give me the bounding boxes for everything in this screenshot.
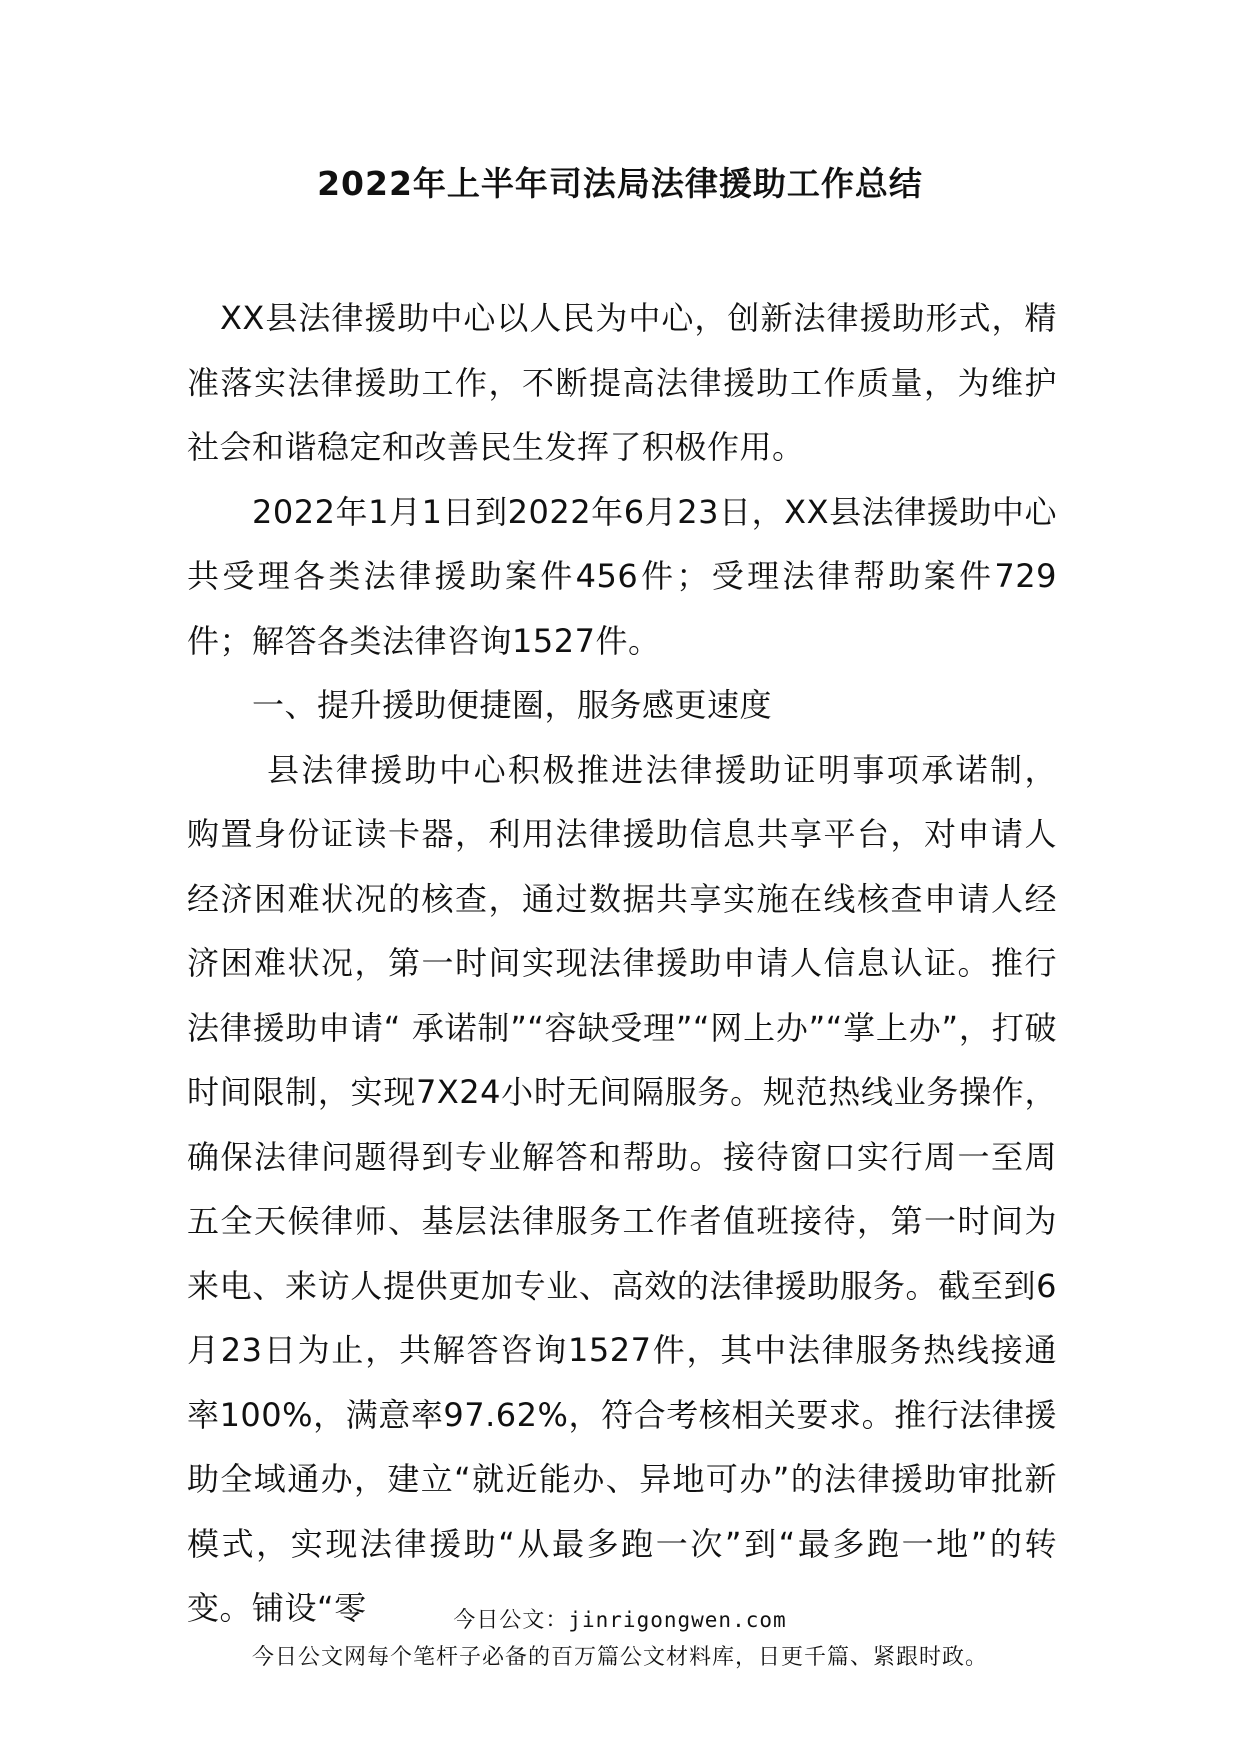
paragraph-intro: XX县法律援助中心以人民为中心，创新法律援助形式，精准落实法律援助工作，不断提高法律援助工作质量，为维护社会和谐稳定和改善民生发挥了积极作用。 xyxy=(187,299,1057,466)
section-heading: 一、提升援助便捷圈，服务感更速度 xyxy=(252,686,773,724)
document-title: 2022年上半年司法局法律援助工作总结 xyxy=(317,164,923,203)
footer-url[interactable]: jinrigongwen.com xyxy=(568,1608,787,1632)
footer-source xyxy=(0,1603,1240,1634)
footer-tagline: 今日公文网每个笔杆子必备的百万篇公文材料库，日更千篇、紧跟时政。 xyxy=(251,1645,988,1670)
document-body xyxy=(187,286,1057,1641)
section-paragraph: 县法律援助中心积极推进法律援助证明事项承诺制， 购置身份证读卡器，利用法律援助信息共享平台，对申请人经济困难状况的核查，通过数据共享实施在线核查申请人经济困难状况，第一时间实现法律援助申请人信息认证。推行法律援助申请“ 承诺制”“容缺受理”“网上办”“掌上办”，打破时间限制，实现7X24小时无间隔服务。规范热线业务操作，确保法律问题得到专业解答和帮助。接待窗口实行周一至周五全天候律师、基层法律服务工作者值班接待，第一时间为来电、来访人提供更加专业、高效的法律援助服务。截至到6月23日为止，共解答咨询1527件，其中法律服务热线接通率100%，满意率97.62%，符合考核相关要求。推行法律援助全域通办，建立“就近能办、异地可办”的法律援助审批新模式，实现法律援助“从最多跑一次”到“最多跑一地”的转变。铺设“零 xyxy=(187,750,1057,1627)
footer-label: 今日公文： xyxy=(453,1608,569,1633)
paragraph-statistics: 2022年1月1日到2022年6月23日，XX县法律援助中心共受理各类法律援助案件456件；受理法律帮助案件729件；解答各类法律咨询1527件。 xyxy=(187,492,1057,660)
